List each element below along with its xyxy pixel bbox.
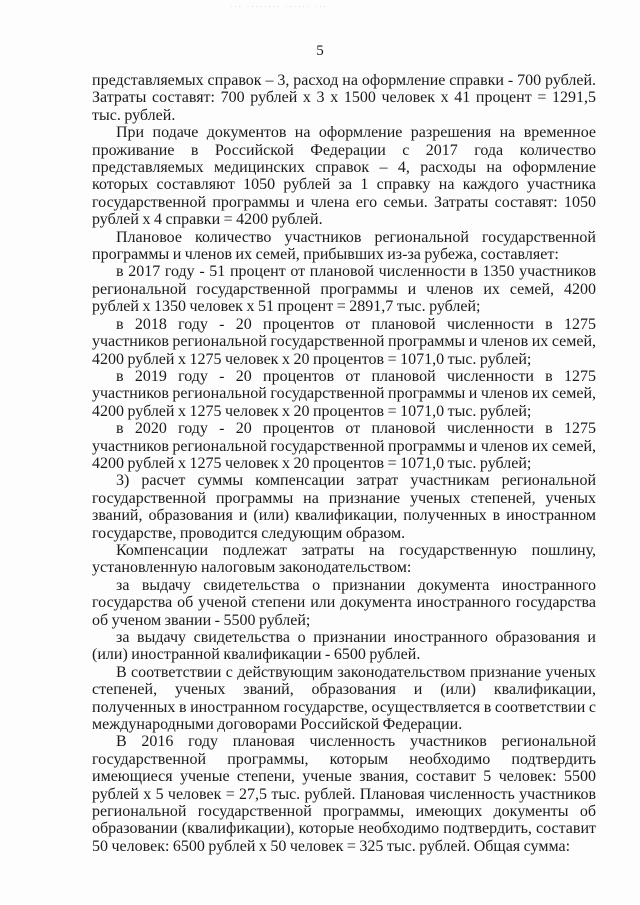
paragraph-year-2020: в 2020 году - 20 процентов от плановой численности в 1275 участников региональной государственной программы и членов их семей, 4200 рублей х 1275 человек х 20 процентов = 1071,0 тыс. рублей; — [92, 420, 596, 472]
page-number: 5 — [316, 43, 324, 59]
paragraph-year-2017: в 2017 году - 51 процент от плановой численности в 1350 участников региональной государственной программы и членов их семей, 4200 рублей х 1350 человек х 51 процент = 2891,7 тыс. рублей; — [92, 263, 596, 316]
paragraph-compensation-calculation: 3) расчет суммы компенсации затрат участникам региональной государственной программы на признание ученых степеней, ученых званий, образования и (или) квалификации, полученных в иностранном государстве, проводится следующим образом. — [92, 472, 596, 542]
paragraph-fee-education: за выдачу свидетельства о признании иностранного образования и (или) иностранной квалификации - 6500 рублей. — [92, 629, 596, 664]
paragraph-year-2018: в 2018 году - 20 процентов от плановой численности в 1275 участников региональной государственной программы и членов их семей, 4200 рублей х 1275 человек х 20 процентов = 1071,0 тыс. рублей; — [92, 315, 596, 368]
paragraph-fee-degree: за выдачу свидетельства о признании документа иностранного государства об ученой степени или документа иностранного государства об ученом звании - 5500 рублей; — [92, 576, 596, 629]
paragraph-year-2019: в 2019 году - 20 процентов от плановой численности в 1275 участников региональной государственной программы и членов их семей, 4200 рублей х 1275 человек х 20 процентов = 1071,0 тыс. рублей; — [92, 367, 596, 420]
scan-artifact-marks: ··· ········ ······ ··· — [230, 3, 328, 9]
paragraph-compensation-subject: Компенсации подлежат затраты на государственную пошлину, установленную налоговым законодательством: — [92, 541, 596, 577]
paragraph-legislation: В соответствии с действующим законодательством признание ученых степеней, ученых званий, образования и (или) квалификации, полученных в иностранном государстве, осуществляется в соответствии с международными договорами Российской Федерации. — [92, 663, 596, 734]
document-body — [92, 72, 596, 855]
paragraph-year-2016: В 2016 году плановая численность участников региональной государственной программы, которым необходимо подтвердить имеющиеся ученые степени, ученые звания, составит 5 человек: 5500 рублей х 5 человек = 27,5 тыс. рублей. Плановая численность участников региональной государственной программы, имеющих документы об образовании (квалификации), которые необходимо подтвердить, составит 50 человек: 6500 рублей х 50 человек = 325 тыс. рублей. Общая сумма: — [92, 733, 596, 855]
paragraph-planned-count: Плановое количество участников региональной государственной программы и членов их семей, прибывших из-за рубежа, составляет: — [92, 228, 596, 264]
paragraph-continuation: представляемых справок – 3, расход на оформление справки - 700 рублей. Затраты составят: 700 рублей х 3 х 1500 человек х 41 процент = 1291,5 тыс. рублей. — [92, 72, 596, 124]
paragraph-medical-certificates: При подаче документов на оформление разрешения на временное проживание в Российской Федерации с 2017 года количество представляемых медицинских справок – 4, расходы на оформление которых составляют 1050 рублей за 1 справку на каждого участника государственной программы и члена его семьи. Затраты составят: 1050 рублей х 4 справки = 4200 рублей. — [92, 124, 596, 229]
